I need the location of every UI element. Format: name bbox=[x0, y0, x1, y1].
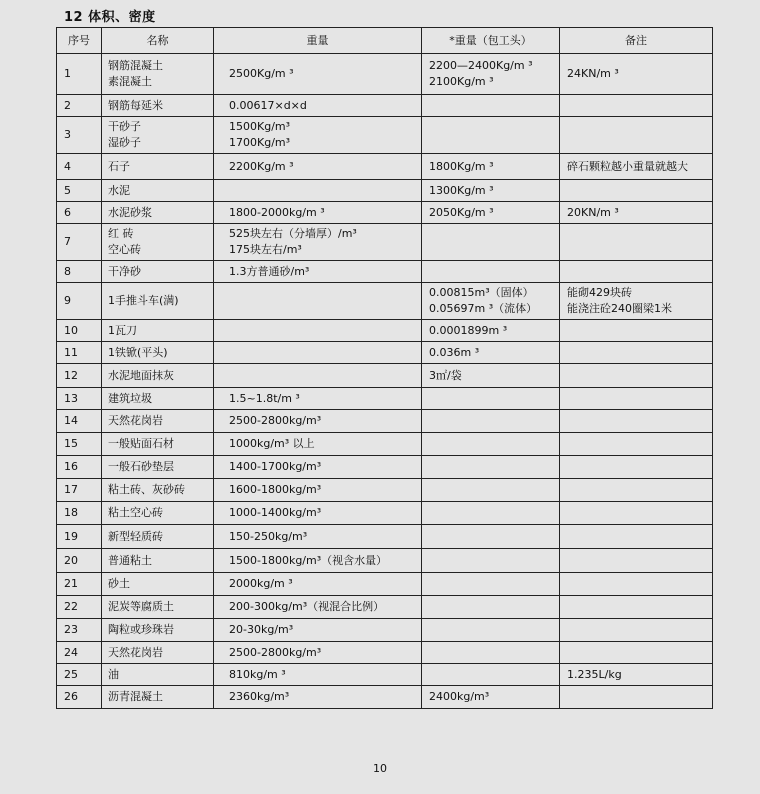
cell-line: 泥炭等腐质土 bbox=[108, 600, 174, 613]
cell-note bbox=[560, 261, 713, 283]
cell-weight bbox=[214, 573, 422, 596]
cell-line: 0.05697m ³（流体） bbox=[429, 302, 538, 315]
cell-line: 2000kg/m ³ bbox=[229, 577, 293, 590]
cell-name bbox=[102, 320, 214, 342]
cell-no: 26 bbox=[57, 686, 102, 709]
cell-line: 普通粘土 bbox=[108, 553, 152, 567]
cell-weight-contractor bbox=[422, 573, 560, 596]
cell-weight bbox=[214, 456, 422, 479]
col-header-weight: 重量 bbox=[214, 28, 422, 54]
cell-line: 1700Kg/m³ bbox=[229, 136, 291, 149]
cell-note bbox=[560, 573, 713, 596]
cell-line: 175块左右/m³ bbox=[229, 243, 302, 256]
cell-line: 钢筋混凝土 bbox=[108, 59, 163, 72]
cell-line: 200-300kg/m³（视混合比例） bbox=[229, 600, 385, 613]
cell-weight-contractor bbox=[422, 364, 560, 388]
cell-no: 2 bbox=[57, 95, 102, 117]
cell-line: 1400-1700kg/m³ bbox=[229, 460, 322, 473]
cell-weight bbox=[214, 549, 422, 573]
cell-name bbox=[102, 364, 214, 388]
cell-line: 3㎡/袋 bbox=[429, 368, 462, 382]
table-row bbox=[57, 117, 713, 154]
cell-no: 9 bbox=[57, 283, 102, 320]
cell-weight-contractor bbox=[422, 95, 560, 117]
cell-weight bbox=[214, 154, 422, 180]
table-row bbox=[57, 664, 713, 686]
cell-note bbox=[560, 686, 713, 709]
cell-name bbox=[102, 154, 214, 180]
cell-line: 1铁锨(平头) bbox=[108, 345, 168, 359]
table-row bbox=[57, 410, 713, 433]
cell-name bbox=[102, 686, 214, 709]
cell-line: 沥青混凝土 bbox=[108, 690, 163, 703]
cell-name bbox=[102, 117, 214, 154]
table-row bbox=[57, 154, 713, 180]
cell-weight bbox=[214, 664, 422, 686]
cell-line: 1.5~1.8t/m ³ bbox=[229, 391, 300, 405]
cell-weight bbox=[214, 619, 422, 642]
cell-line: 2500-2800kg/m³ bbox=[229, 414, 322, 427]
cell-no: 12 bbox=[57, 364, 102, 388]
cell-name bbox=[102, 573, 214, 596]
cell-name bbox=[102, 388, 214, 410]
cell-no: 6 bbox=[57, 202, 102, 224]
cell-weight-contractor bbox=[422, 525, 560, 549]
cell-name bbox=[102, 410, 214, 433]
table-row bbox=[57, 54, 713, 95]
cell-weight bbox=[214, 224, 422, 261]
cell-no: 18 bbox=[57, 502, 102, 525]
cell-note bbox=[560, 549, 713, 573]
cell-weight-contractor bbox=[422, 456, 560, 479]
cell-name bbox=[102, 224, 214, 261]
cell-name bbox=[102, 479, 214, 502]
cell-line: 2050Kg/m ³ bbox=[429, 205, 494, 219]
cell-weight bbox=[214, 525, 422, 549]
cell-note bbox=[560, 283, 713, 320]
cell-name bbox=[102, 342, 214, 364]
cell-note bbox=[560, 619, 713, 642]
cell-name bbox=[102, 95, 214, 117]
cell-weight-contractor bbox=[422, 202, 560, 224]
cell-weight-contractor bbox=[422, 388, 560, 410]
table-row bbox=[57, 180, 713, 202]
table-row bbox=[57, 479, 713, 502]
cell-line: 1300Kg/m ³ bbox=[429, 183, 494, 197]
cell-line: 2400kg/m³ bbox=[429, 690, 490, 703]
cell-weight bbox=[214, 642, 422, 664]
table-row bbox=[57, 549, 713, 573]
cell-line: 20KN/m ³ bbox=[567, 205, 619, 219]
cell-line: 水泥 bbox=[108, 183, 130, 197]
cell-line: 810kg/m ³ bbox=[229, 667, 286, 681]
cell-note bbox=[560, 95, 713, 117]
cell-name bbox=[102, 642, 214, 664]
cell-note bbox=[560, 224, 713, 261]
cell-weight-contractor bbox=[422, 283, 560, 320]
cell-weight bbox=[214, 283, 422, 320]
cell-line: 0.0001899m ³ bbox=[429, 323, 508, 337]
cell-line: 1000-1400kg/m³ bbox=[229, 506, 322, 519]
cell-note bbox=[560, 664, 713, 686]
cell-line: 红 砖 bbox=[108, 227, 134, 240]
section-heading: 12 体积、密度 bbox=[64, 10, 156, 25]
table-row bbox=[57, 525, 713, 549]
cell-weight-contractor bbox=[422, 342, 560, 364]
table-row bbox=[57, 619, 713, 642]
table-row bbox=[57, 596, 713, 619]
table-row bbox=[57, 388, 713, 410]
cell-line: 湿砂子 bbox=[108, 136, 141, 149]
cell-no: 16 bbox=[57, 456, 102, 479]
cell-line: 2360kg/m³ bbox=[229, 690, 290, 703]
cell-line: 砂土 bbox=[108, 577, 130, 590]
cell-line: 20-30kg/m³ bbox=[229, 623, 294, 636]
cell-weight bbox=[214, 320, 422, 342]
cell-note bbox=[560, 596, 713, 619]
cell-weight bbox=[214, 202, 422, 224]
cell-line: 1.235L/kg bbox=[567, 667, 622, 681]
cell-no: 17 bbox=[57, 479, 102, 502]
cell-weight bbox=[214, 686, 422, 709]
cell-weight bbox=[214, 54, 422, 95]
cell-weight-contractor bbox=[422, 320, 560, 342]
cell-note bbox=[560, 342, 713, 364]
col-header-name: 名称 bbox=[102, 28, 214, 54]
cell-weight bbox=[214, 342, 422, 364]
cell-weight-contractor bbox=[422, 261, 560, 283]
table-row bbox=[57, 502, 713, 525]
page-number: 10 bbox=[373, 762, 387, 775]
table-row bbox=[57, 642, 713, 664]
cell-note bbox=[560, 54, 713, 95]
cell-line: 2200Kg/m ³ bbox=[229, 159, 294, 173]
cell-line: 1瓦刀 bbox=[108, 323, 137, 337]
cell-line: 碎石颗粒越小重量就越大 bbox=[567, 159, 688, 173]
cell-note bbox=[560, 525, 713, 549]
cell-note bbox=[560, 433, 713, 456]
cell-name bbox=[102, 433, 214, 456]
cell-name bbox=[102, 283, 214, 320]
cell-no: 15 bbox=[57, 433, 102, 456]
cell-note bbox=[560, 479, 713, 502]
cell-weight bbox=[214, 433, 422, 456]
cell-line: 0.036m ³ bbox=[429, 345, 480, 359]
cell-line: 水泥地面抹灰 bbox=[108, 368, 174, 382]
cell-no: 23 bbox=[57, 619, 102, 642]
cell-line: 150-250kg/m³ bbox=[229, 529, 308, 543]
cell-no: 11 bbox=[57, 342, 102, 364]
cell-line: 天然花岗岩 bbox=[108, 645, 163, 659]
cell-line: 陶粒或珍珠岩 bbox=[108, 623, 174, 636]
table-row bbox=[57, 364, 713, 388]
cell-note bbox=[560, 364, 713, 388]
cell-line: 干砂子 bbox=[108, 120, 141, 133]
table-row bbox=[57, 456, 713, 479]
table-row bbox=[57, 95, 713, 117]
cell-weight bbox=[214, 364, 422, 388]
cell-weight-contractor bbox=[422, 642, 560, 664]
cell-no: 21 bbox=[57, 573, 102, 596]
cell-line: 0.00815m³（固体） bbox=[429, 286, 534, 299]
cell-line: 1600-1800kg/m³ bbox=[229, 483, 322, 496]
table-row bbox=[57, 283, 713, 320]
cell-name bbox=[102, 525, 214, 549]
cell-weight bbox=[214, 261, 422, 283]
cell-line: 1800Kg/m ³ bbox=[429, 159, 494, 173]
table-row bbox=[57, 202, 713, 224]
cell-line: 天然花岗岩 bbox=[108, 414, 163, 427]
cell-note bbox=[560, 202, 713, 224]
cell-weight-contractor bbox=[422, 479, 560, 502]
cell-no: 24 bbox=[57, 642, 102, 664]
cell-name bbox=[102, 180, 214, 202]
cell-name bbox=[102, 54, 214, 95]
table-row bbox=[57, 261, 713, 283]
cell-weight bbox=[214, 180, 422, 202]
cell-line: 2500Kg/m ³ bbox=[229, 67, 294, 80]
cell-no: 13 bbox=[57, 388, 102, 410]
cell-no: 22 bbox=[57, 596, 102, 619]
cell-name bbox=[102, 664, 214, 686]
table-row bbox=[57, 433, 713, 456]
cell-note bbox=[560, 410, 713, 433]
cell-no: 8 bbox=[57, 261, 102, 283]
cell-no: 3 bbox=[57, 117, 102, 154]
cell-weight-contractor bbox=[422, 549, 560, 573]
cell-line: 建筑垃圾 bbox=[108, 391, 152, 405]
cell-note bbox=[560, 388, 713, 410]
cell-line: 能砌429块砖 bbox=[567, 286, 632, 299]
cell-name bbox=[102, 619, 214, 642]
cell-line: 油 bbox=[108, 667, 119, 681]
cell-weight-contractor bbox=[422, 54, 560, 95]
cell-weight-contractor bbox=[422, 433, 560, 456]
cell-line: 0.00617×d×d bbox=[229, 98, 307, 112]
cell-line: 新型轻质砖 bbox=[108, 529, 163, 543]
cell-line: 石子 bbox=[108, 159, 130, 173]
cell-weight-contractor bbox=[422, 224, 560, 261]
cell-name bbox=[102, 549, 214, 573]
cell-note bbox=[560, 456, 713, 479]
cell-weight-contractor bbox=[422, 664, 560, 686]
cell-no: 14 bbox=[57, 410, 102, 433]
cell-line: 1手推斗车(满) bbox=[108, 294, 179, 307]
cell-no: 25 bbox=[57, 664, 102, 686]
cell-line: 1000kg/m³ 以上 bbox=[229, 437, 315, 450]
cell-line: 525块左右（分墙厚）/m³ bbox=[229, 227, 357, 240]
cell-line: 1500-1800kg/m³（视含水量） bbox=[229, 553, 388, 567]
cell-line: 钢筋每延米 bbox=[108, 98, 163, 112]
cell-line: 2500-2800kg/m³ bbox=[229, 645, 322, 659]
cell-weight-contractor bbox=[422, 619, 560, 642]
table-row bbox=[57, 224, 713, 261]
cell-line: 1.3方普通砂/m³ bbox=[229, 264, 310, 278]
cell-no: 20 bbox=[57, 549, 102, 573]
cell-name bbox=[102, 261, 214, 283]
cell-weight-contractor bbox=[422, 117, 560, 154]
table-body bbox=[57, 54, 713, 709]
cell-line: 空心砖 bbox=[108, 243, 141, 256]
cell-weight-contractor bbox=[422, 686, 560, 709]
cell-no: 10 bbox=[57, 320, 102, 342]
cell-line: 1500Kg/m³ bbox=[229, 120, 291, 133]
table-row bbox=[57, 686, 713, 709]
cell-note bbox=[560, 642, 713, 664]
cell-weight bbox=[214, 479, 422, 502]
cell-line: 素混凝土 bbox=[108, 75, 152, 88]
cell-weight-contractor bbox=[422, 410, 560, 433]
cell-weight bbox=[214, 596, 422, 619]
cell-line: 一般石砂垫层 bbox=[108, 460, 174, 473]
cell-line: 一般贴面石材 bbox=[108, 437, 174, 450]
cell-weight-contractor bbox=[422, 154, 560, 180]
cell-name bbox=[102, 502, 214, 525]
cell-no: 5 bbox=[57, 180, 102, 202]
cell-weight-contractor bbox=[422, 180, 560, 202]
cell-no: 7 bbox=[57, 224, 102, 261]
cell-weight bbox=[214, 502, 422, 525]
cell-weight-contractor bbox=[422, 502, 560, 525]
cell-weight bbox=[214, 388, 422, 410]
table-header-row bbox=[57, 28, 713, 54]
cell-line: 24KN/m ³ bbox=[567, 67, 619, 80]
cell-note bbox=[560, 180, 713, 202]
col-header-weight-contractor: *重量（包工头） bbox=[422, 28, 560, 54]
table-row bbox=[57, 320, 713, 342]
cell-line: 2200—2400Kg/m ³ bbox=[429, 59, 533, 72]
cell-weight bbox=[214, 95, 422, 117]
table-row bbox=[57, 342, 713, 364]
cell-no: 19 bbox=[57, 525, 102, 549]
cell-name bbox=[102, 596, 214, 619]
density-table bbox=[56, 27, 713, 709]
cell-weight bbox=[214, 117, 422, 154]
table-row bbox=[57, 573, 713, 596]
cell-note bbox=[560, 154, 713, 180]
cell-weight-contractor bbox=[422, 596, 560, 619]
cell-no: 1 bbox=[57, 54, 102, 95]
cell-line: 1800-2000kg/m ³ bbox=[229, 205, 325, 219]
cell-weight bbox=[214, 410, 422, 433]
cell-note bbox=[560, 117, 713, 154]
cell-name bbox=[102, 202, 214, 224]
cell-line: 粘土砖、灰砂砖 bbox=[108, 483, 185, 496]
cell-note bbox=[560, 502, 713, 525]
cell-line: 粘土空心砖 bbox=[108, 506, 163, 519]
cell-line: 水泥砂浆 bbox=[108, 205, 152, 219]
cell-line: 干净砂 bbox=[108, 264, 141, 278]
cell-line: 2100Kg/m ³ bbox=[429, 75, 494, 88]
col-header-note: 备注 bbox=[560, 28, 713, 54]
col-header-no: 序号 bbox=[57, 28, 102, 54]
cell-no: 4 bbox=[57, 154, 102, 180]
cell-name bbox=[102, 456, 214, 479]
cell-line: 能浇注砼240圈梁1米 bbox=[567, 302, 672, 315]
cell-note bbox=[560, 320, 713, 342]
